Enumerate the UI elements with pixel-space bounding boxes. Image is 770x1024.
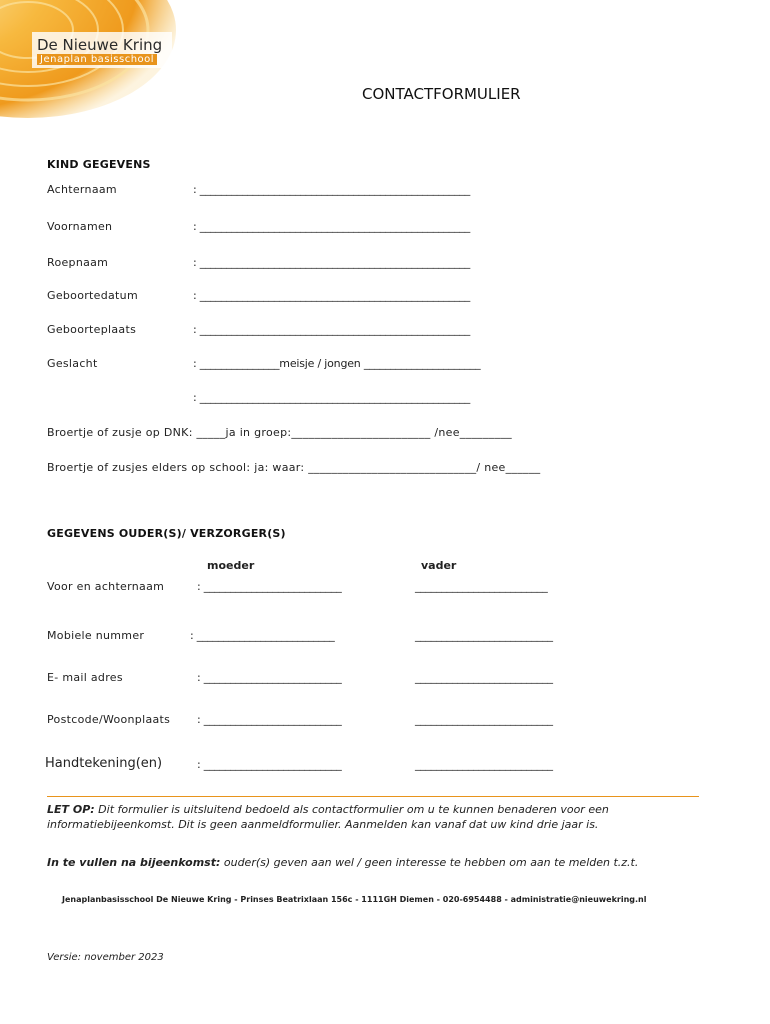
logo-name: De Nieuwe Kring bbox=[37, 36, 163, 54]
parent-label-signature: Handtekening(en) bbox=[45, 756, 163, 771]
footer-address: Jenaplanbasisschool De Nieuwe Kring - Prinses Beatrixlaan 156c - 1111GH Diemen - 020-6954488 - administratie@nieuwekring.nl bbox=[62, 895, 647, 904]
field-line-voornamen[interactable]: : ___________________________________________________ bbox=[193, 220, 471, 233]
field-line-achternaam[interactable]: : ___________________________________________________ bbox=[193, 183, 471, 196]
mother-postcode-line[interactable]: : __________________________ bbox=[197, 713, 342, 726]
column-head-mother: moeder bbox=[207, 559, 255, 572]
father-name-line[interactable]: _________________________ bbox=[415, 580, 548, 593]
logo-subtitle: Jenaplan basisschool bbox=[37, 54, 157, 65]
mother-email-line[interactable]: : __________________________ bbox=[197, 671, 342, 684]
orange-divider bbox=[47, 796, 699, 797]
field-label-geslacht: Geslacht bbox=[47, 357, 98, 370]
school-logo bbox=[0, 0, 190, 120]
mother-signature-line[interactable]: : __________________________ bbox=[197, 758, 342, 771]
field-line-geboorteplaats[interactable]: : ___________________________________________________ bbox=[193, 323, 471, 336]
version-label: Versie: november 2023 bbox=[47, 952, 164, 963]
field-label-roepnaam: Roepnaam bbox=[47, 256, 109, 269]
field-label-geboortedatum: Geboortedatum bbox=[47, 289, 138, 302]
note-text-1: Dit formulier is uitsluitend bedoeld als contactformulier om u te kunnen benaderen voor een bbox=[94, 803, 609, 816]
note-text-2: informatiebijeenkomst. Dit is geen aanmeldformulier. Aanmelden kan vanaf dat uw kind drie jaar is. bbox=[47, 818, 599, 831]
after-meeting-text: ouder(s) geven aan wel / geen interesse te hebben om aan te melden t.z.t. bbox=[220, 856, 639, 869]
field-label-achternaam: Achternaam bbox=[47, 183, 117, 196]
parent-label-email: E- mail adres bbox=[47, 671, 123, 684]
field-line-geslacht[interactable]: : _______________meisje / jongen ______________________ bbox=[193, 357, 481, 370]
field-line-roepnaam[interactable]: : ___________________________________________________ bbox=[193, 256, 471, 269]
after-meeting-line bbox=[47, 855, 638, 870]
field-line-extra[interactable]: : ___________________________________________________ bbox=[193, 391, 471, 404]
field-label-geboorteplaats: Geboorteplaats bbox=[47, 323, 137, 336]
sibling-dnk-line[interactable]: Broertje of zusje op DNK: _____ja in groep:________________________ /nee_________ bbox=[47, 426, 512, 439]
field-label-voornamen: Voornamen bbox=[47, 220, 113, 233]
sibling-elsewhere-line[interactable]: Broertje of zusjes elders op school: ja: waar: _____________________________/ nee______ bbox=[47, 461, 541, 474]
note-line-1 bbox=[47, 802, 609, 817]
father-mobile-line[interactable]: __________________________ bbox=[415, 629, 553, 642]
parent-label-postcode: Postcode/Woonplaats bbox=[47, 713, 171, 726]
mother-mobile-line[interactable]: : __________________________ bbox=[190, 629, 335, 642]
father-postcode-line[interactable]: __________________________ bbox=[415, 713, 553, 726]
parent-label-mobile: Mobiele nummer bbox=[47, 629, 145, 642]
field-line-geboortedatum[interactable]: : ___________________________________________________ bbox=[193, 289, 471, 302]
mother-name-line[interactable]: : __________________________ bbox=[197, 580, 342, 593]
column-head-father: vader bbox=[421, 559, 457, 572]
father-email-line[interactable]: __________________________ bbox=[415, 671, 553, 684]
parents-section-heading: GEGEVENS OUDER(S)/ VERZORGER(S) bbox=[47, 527, 286, 540]
parent-label-name: Voor en achternaam bbox=[47, 580, 165, 593]
page-title: CONTACTFORMULIER bbox=[362, 85, 521, 103]
kind-section-heading: KIND GEGEVENS bbox=[47, 158, 151, 171]
note-prefix: LET OP: bbox=[47, 803, 95, 816]
after-meeting-prefix: In te vullen na bijeenkomst: bbox=[47, 856, 221, 869]
father-signature-line[interactable]: __________________________ bbox=[415, 758, 553, 771]
